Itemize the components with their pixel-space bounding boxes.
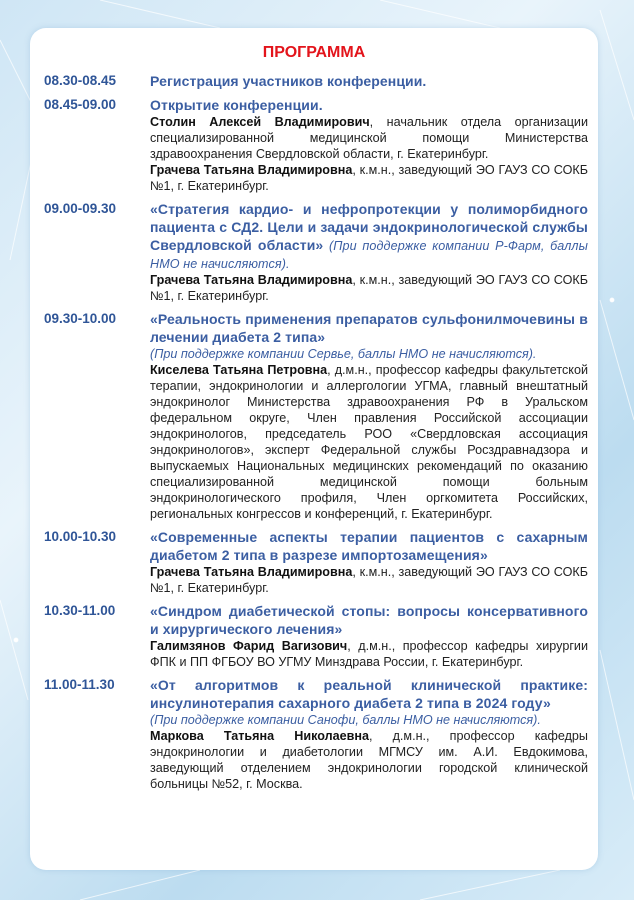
speaker: [150, 638, 588, 670]
speaker-desc: , начальник отдела организации специализированной медицинской помощи Министерства здравоохранения Свердловской области, г. Екатеринбург.: [150, 115, 588, 161]
item-title-text: Регистрация участников конференции.: [150, 73, 427, 89]
item-time: 11.00-11.30: [44, 677, 115, 692]
program-item: [44, 310, 588, 522]
item-content: [150, 200, 588, 304]
program-card: [30, 28, 598, 870]
speaker-desc: , к.м.н., заведующий ЭО ГАУЗ СО СОКБ №1, г. Екатеринбург.: [150, 565, 588, 595]
speaker-desc: , д.м.н., профессор кафедры эндокринологии и диабетологии МГМСУ им. А.И. Евдокимова, заведующий отделением эндокринологии городской клинической больницы №52, г. Москва.: [150, 729, 588, 791]
speaker: [150, 114, 588, 162]
item-title: [150, 200, 588, 272]
item-content: [150, 96, 588, 194]
item-note: (При поддержке компании Р-Фарм, баллы НМО не начисляются).: [150, 239, 588, 271]
item-title-text: «Современные аспекты терапии пациентов с сахарным диабетом 2 типа в разрезе импортозамещения»: [150, 529, 588, 563]
speaker: [150, 362, 588, 522]
item-title: [150, 602, 588, 638]
item-time: 10.00-10.30: [44, 529, 117, 544]
item-title: [150, 528, 588, 564]
program-item: [44, 528, 588, 596]
program-item: [44, 200, 588, 304]
speaker: [150, 728, 588, 792]
item-title-text: Открытие конференции.: [150, 97, 323, 113]
program-item: [44, 676, 588, 792]
item-content: [150, 676, 588, 792]
speaker-desc: , д.м.н., профессор кафедры хирургии ФПК и ПП ФГБОУ ВО УГМУ Минздрава России, г. Екатеринбург.: [150, 639, 588, 669]
item-content: [150, 310, 588, 522]
speaker-name: Грачева Татьяна Владимировна: [150, 565, 353, 579]
speaker-desc: , к.м.н., заведующий ЭО ГАУЗ СО СОКБ №1, г. Екатеринбург.: [150, 273, 588, 303]
speaker-name: Киселева Татьяна Петровна: [150, 363, 328, 377]
speaker-name: Столин Алексей Владимирович: [150, 115, 370, 129]
item-title: [150, 96, 588, 114]
item-content: [150, 72, 588, 90]
page-title: ПРОГРАММА: [262, 44, 366, 61]
item-time: 09.00-09.30: [44, 201, 117, 216]
item-content: [150, 602, 588, 670]
program-item: [44, 72, 588, 90]
speaker: [150, 162, 588, 194]
item-note: (При поддержке компании Санофи, баллы НМО не начисляются).: [150, 713, 541, 727]
program-item: [44, 96, 588, 194]
item-title: [150, 72, 588, 90]
item-time: 08.45-09.00: [44, 97, 117, 112]
speaker: [150, 272, 588, 304]
speaker: [150, 564, 588, 596]
item-title-text: «Реальность применения препаратов сульфонилмочевины в лечении диабета 2 типа»: [150, 311, 588, 345]
item-time: 10.30-11.00: [44, 603, 116, 618]
item-title: [150, 676, 588, 712]
speaker-desc: , д.м.н., профессор кафедры факультетской терапии, эндокринологии и аллергологии УГМА, главный внештатный эндокринолог Министерства здравоохранения РФ в Уральском федеральном округе, Член правления Российской ассоциации эндокринологов, председатель РОО «Свердловская ассоциация эндокринологов», эксперт Федеральной службы Росздравнадзора и выпускаемых Национальных медицинских рекомендаций по оказанию специализированной медицинской помощи больным эндокринологического профиля, Член оргкомитета Российских, региональных конгрессов и конференций, г. Екатеринбург.: [150, 363, 588, 521]
speaker-name: Маркова Татьяна Николаевна: [150, 729, 369, 743]
speaker-name: Грачева Татьяна Владимировна: [150, 273, 353, 287]
program-list: [44, 72, 588, 798]
item-title: [150, 310, 588, 346]
speaker-name: Грачева Татьяна Владимировна: [150, 163, 353, 177]
item-content: [150, 528, 588, 596]
item-time: 09.30-10.00: [44, 311, 117, 326]
speaker-desc: , к.м.н., заведующий ЭО ГАУЗ СО СОКБ №1, г. Екатеринбург.: [150, 163, 588, 193]
program-item: [44, 602, 588, 670]
item-title-text: «Синдром диабетической стопы: вопросы консервативного и хирургического лечения»: [150, 603, 588, 637]
item-time: 08.30-08.45: [44, 73, 117, 88]
item-note: (При поддержке компании Сервье, баллы НМО не начисляются).: [150, 347, 537, 361]
item-title-text: «От алгоритмов к реальной клинической практике: инсулинотерапия сахарного диабета 2 типа в 2024 году»: [150, 677, 588, 711]
item-title-text: «Стратегия кардио- и нефропротекции у полиморбидного пациента с СД2. Цели и задачи эндокринологической службы Свердловской области»: [150, 201, 588, 253]
speaker-name: Галимзянов Фарид Вагизович: [150, 639, 348, 653]
